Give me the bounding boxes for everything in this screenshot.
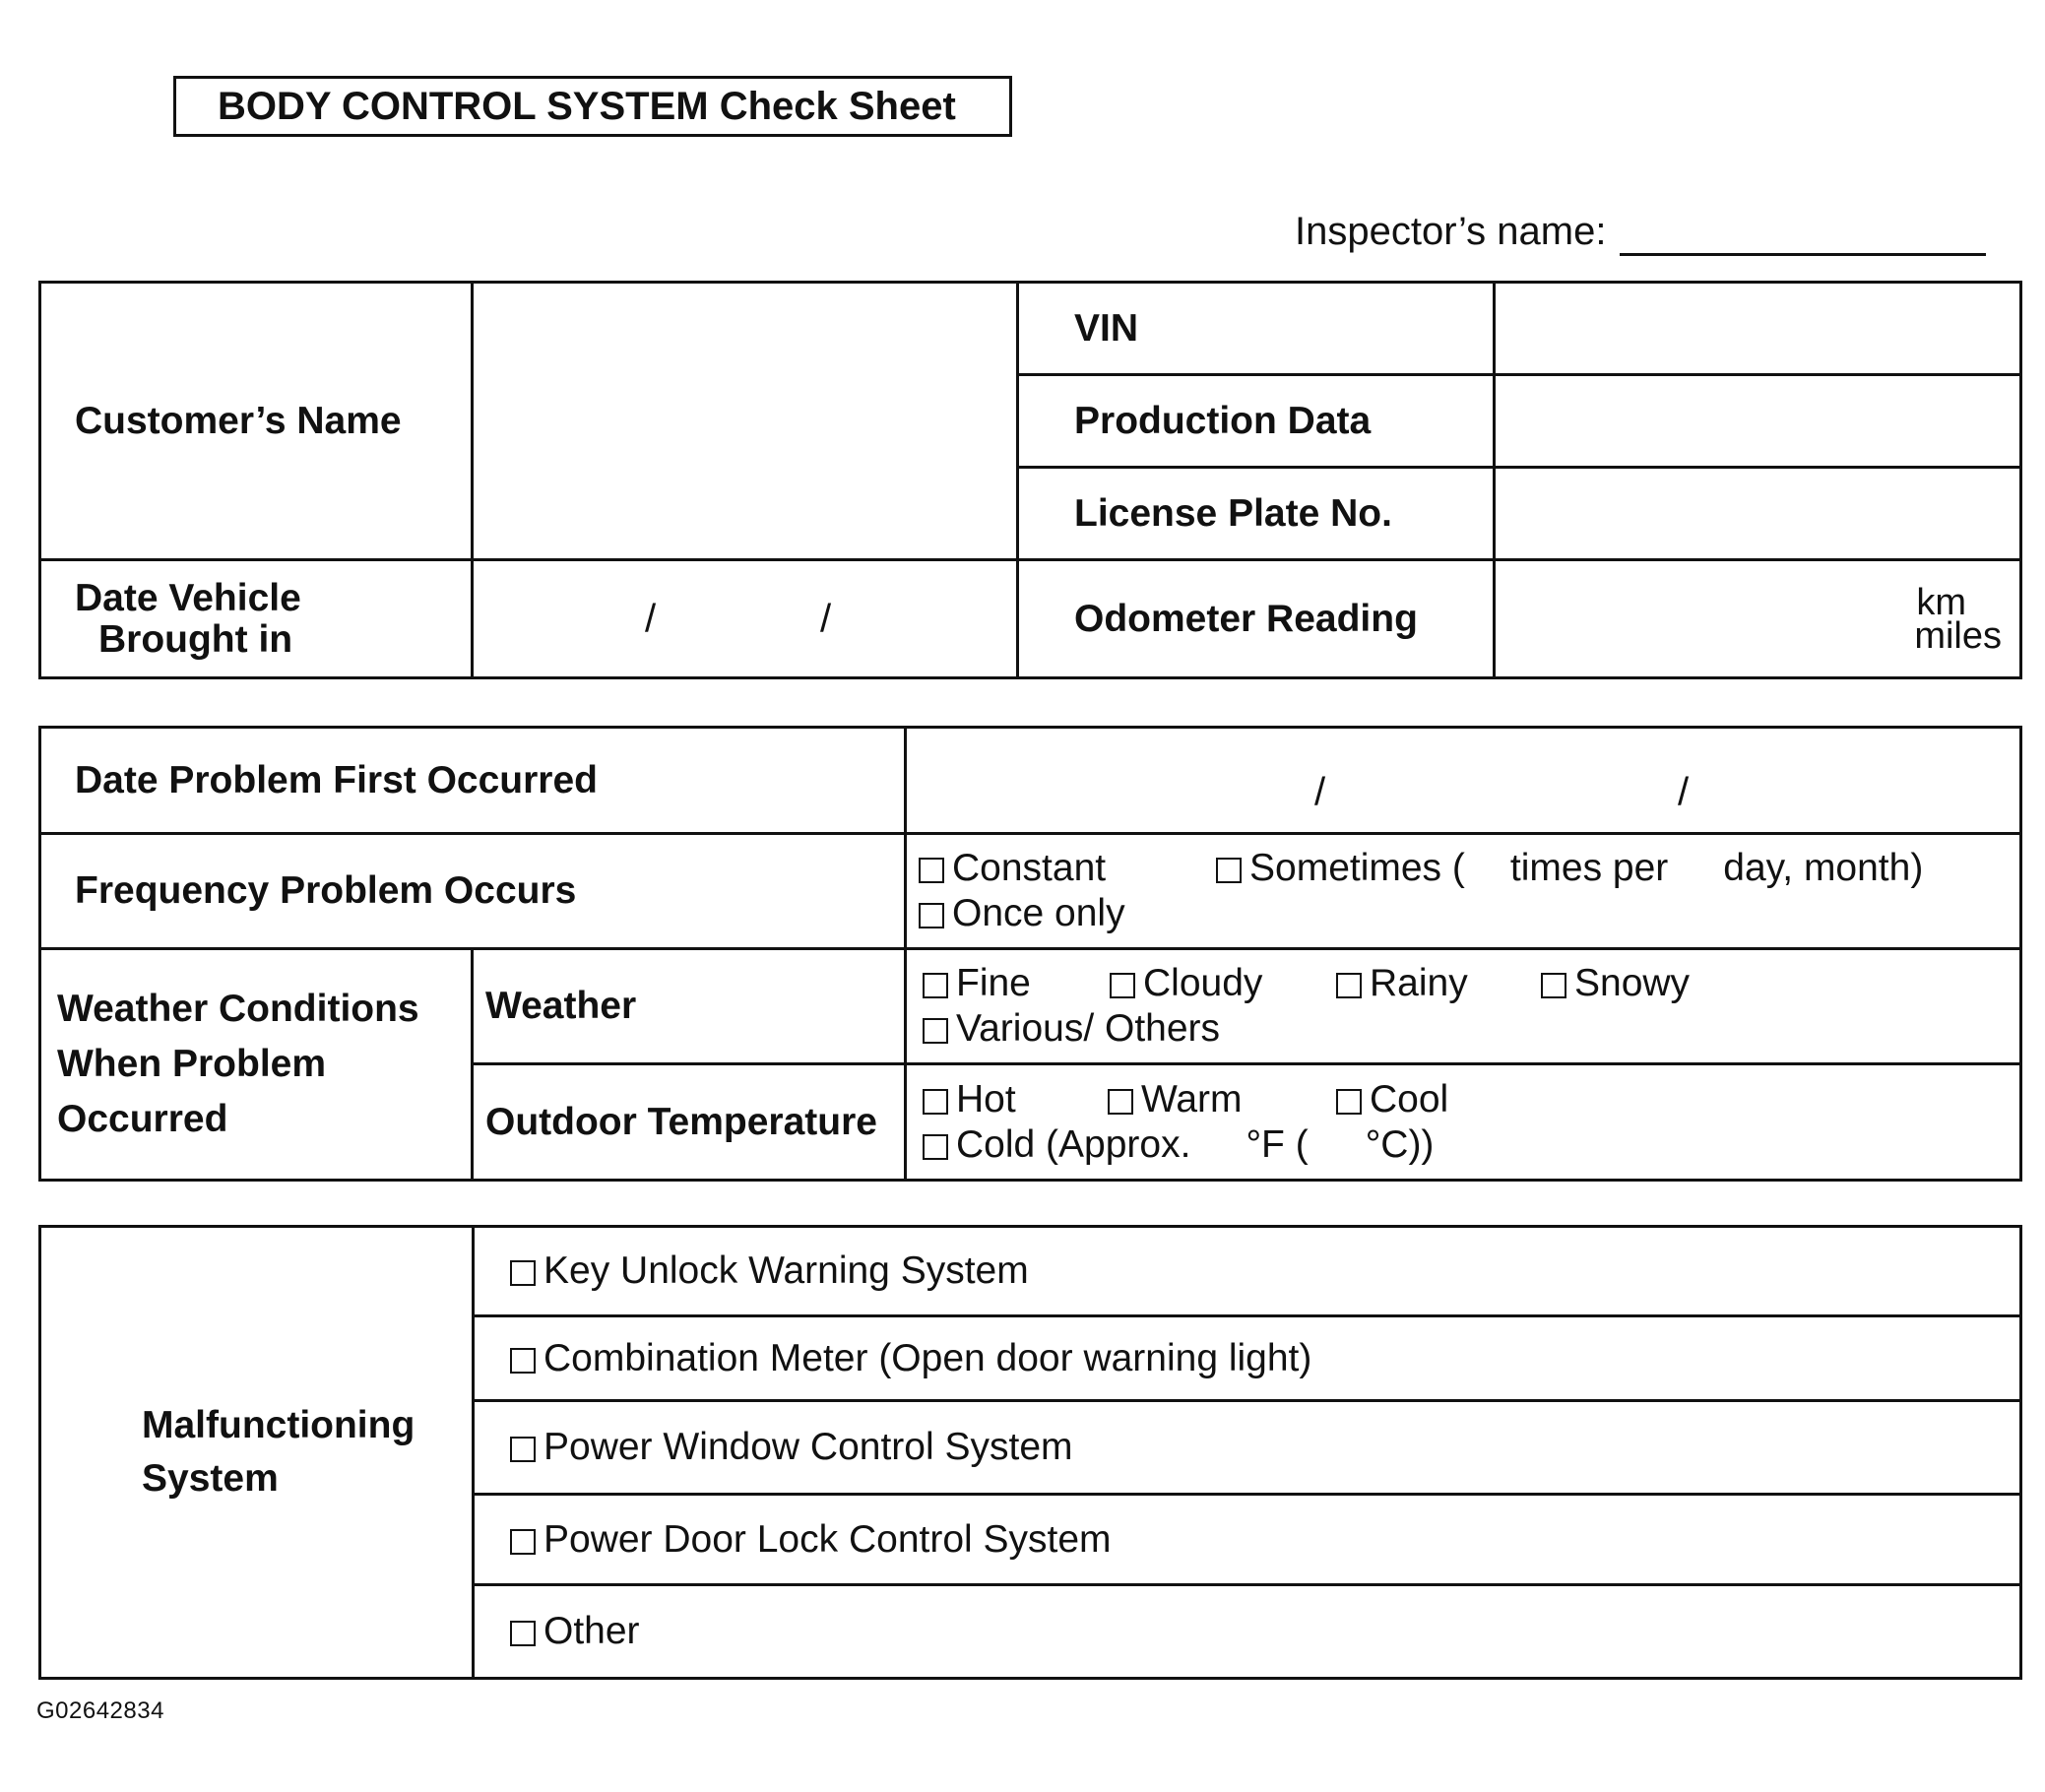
odometer-field[interactable] <box>1495 560 2021 678</box>
vin-label: VIN <box>1018 283 1495 375</box>
weather-various-option[interactable] <box>923 1006 1220 1052</box>
weather-snowy-option[interactable] <box>1541 961 1690 1006</box>
date-brought-in-field[interactable] <box>473 560 1018 678</box>
temp-hot-label: Hot <box>956 1077 1016 1120</box>
malfunction-item-label: Power Door Lock Control System <box>543 1517 1112 1561</box>
vin-field[interactable] <box>1495 283 2021 375</box>
weather-conditions-line1: Weather Conditions <box>57 988 419 1030</box>
production-data-label: Production Data <box>1018 375 1495 468</box>
weather-conditions-label <box>40 949 473 1181</box>
freq-constant-label: Constant <box>952 847 1107 889</box>
date-slash-1: / <box>645 597 657 640</box>
unit-km: km <box>1916 581 1966 623</box>
weather-fine-label: Fine <box>956 962 1031 1004</box>
malfunction-checkbox-key-unlock[interactable] <box>510 1260 536 1286</box>
page-title: BODY CONTROL SYSTEM Check Sheet <box>173 76 1012 137</box>
malfunction-item[interactable] <box>474 1585 2021 1679</box>
problem-info-table <box>38 726 2022 1182</box>
malfunction-item-label: Combination Meter (Open door warning light) <box>543 1336 1312 1379</box>
malfunction-item-label: Key Unlock Warning System <box>543 1249 1029 1292</box>
customer-name-field[interactable] <box>473 283 1018 560</box>
malfunction-item-label: Power Window Control System <box>543 1426 1073 1468</box>
freq-once-checkbox[interactable] <box>919 903 944 928</box>
inspector-name-line[interactable] <box>1620 214 1986 256</box>
date-slash-2: / <box>820 597 832 640</box>
unit-miles: miles <box>1914 614 2002 657</box>
freq-once-option[interactable] <box>919 891 1125 936</box>
inspector-field <box>1295 207 1986 256</box>
malfunction-item[interactable] <box>474 1495 2021 1585</box>
temp-cool-option[interactable] <box>1336 1077 1448 1122</box>
frequency-label: Frequency Problem Occurs <box>40 834 906 949</box>
weather-rainy-label: Rainy <box>1370 962 1468 1004</box>
weather-snowy-label: Snowy <box>1574 962 1691 1004</box>
weather-cloudy-checkbox[interactable] <box>1110 973 1135 998</box>
inspector-label: Inspector’s name: <box>1295 210 1607 253</box>
license-plate-field[interactable] <box>1495 468 2021 560</box>
date-brought-in-line1: Date Vehicle <box>75 576 301 619</box>
freq-sometimes-label: Sometimes ( <box>1249 847 1465 889</box>
malfunction-item[interactable] <box>474 1316 2021 1401</box>
weather-fine-option[interactable] <box>923 961 1110 1006</box>
weather-snowy-checkbox[interactable] <box>1541 973 1566 998</box>
freq-sometimes-option[interactable] <box>1216 846 1465 891</box>
date-brought-in-label <box>40 560 473 678</box>
freq-sometimes-checkbox[interactable] <box>1216 858 1242 883</box>
freq-times-per: times per <box>1509 847 1669 889</box>
temp-cool-label: Cool <box>1370 1077 1449 1120</box>
weather-cloudy-label: Cloudy <box>1143 962 1263 1004</box>
production-data-field[interactable] <box>1495 375 2021 468</box>
malfunction-checkbox-combination-meter[interactable] <box>510 1348 536 1374</box>
malfunction-line1: Malfunctioning <box>142 1404 415 1446</box>
temp-fahrenheit: °F ( <box>1246 1122 1309 1166</box>
license-plate-label: License Plate No. <box>1018 468 1495 560</box>
temp-warm-option[interactable] <box>1108 1077 1336 1122</box>
temp-warm-checkbox[interactable] <box>1108 1089 1133 1115</box>
malfunction-checkbox-power-door-lock[interactable] <box>510 1529 536 1555</box>
weather-rainy-option[interactable] <box>1336 961 1541 1006</box>
malfunction-checkbox-power-window[interactable] <box>510 1437 536 1462</box>
date-brought-in-line2: Brought in <box>98 617 293 661</box>
freq-constant-checkbox[interactable] <box>919 858 944 883</box>
date-first-occurred-field[interactable] <box>906 728 2021 834</box>
frequency-options <box>906 834 2021 949</box>
temp-cold-label: Cold (Approx. <box>956 1122 1191 1166</box>
date-first-occurred-label: Date Problem First Occurred <box>40 728 906 834</box>
weather-rainy-checkbox[interactable] <box>1336 973 1362 998</box>
malfunction-item[interactable] <box>474 1227 2021 1316</box>
temp-warm-label: Warm <box>1141 1077 1243 1120</box>
temp-hot-option[interactable] <box>923 1077 1108 1122</box>
first-date-slash-2: / <box>1678 770 1690 814</box>
vehicle-info-table <box>38 281 2022 679</box>
malfunction-item[interactable] <box>474 1401 2021 1495</box>
weather-various-label: Various/ Others <box>956 1007 1221 1050</box>
weather-conditions-line3: Occurred <box>57 1098 228 1140</box>
temp-cool-checkbox[interactable] <box>1336 1089 1362 1115</box>
customer-name-label: Customer’s Name <box>40 283 473 560</box>
temp-cold-option[interactable] <box>923 1122 1190 1168</box>
temp-hot-checkbox[interactable] <box>923 1089 948 1115</box>
weather-options <box>906 949 2021 1064</box>
malfunction-label <box>40 1227 474 1679</box>
first-date-slash-1: / <box>1314 770 1326 814</box>
temperature-options <box>906 1064 2021 1181</box>
weather-label: Weather <box>473 949 906 1064</box>
temp-celsius: °C)) <box>1365 1122 1435 1166</box>
weather-fine-checkbox[interactable] <box>923 973 948 998</box>
figure-id: G02642834 <box>36 1697 164 1724</box>
weather-various-checkbox[interactable] <box>923 1018 948 1044</box>
temp-cold-checkbox[interactable] <box>923 1134 948 1160</box>
freq-once-label: Once only <box>952 892 1125 934</box>
freq-constant-option[interactable] <box>919 846 1216 891</box>
malfunction-line2: System <box>142 1457 279 1500</box>
weather-cloudy-option[interactable] <box>1110 961 1336 1006</box>
outdoor-temp-label: Outdoor Temperature <box>473 1064 906 1181</box>
malfunction-checkbox-other[interactable] <box>510 1621 536 1646</box>
odometer-label: Odometer Reading <box>1018 560 1495 678</box>
freq-day-month: day, month) <box>1723 847 1924 889</box>
malfunction-item-label: Other <box>543 1610 640 1652</box>
malfunction-table <box>38 1225 2022 1680</box>
weather-conditions-line2: When Problem <box>57 1043 327 1085</box>
